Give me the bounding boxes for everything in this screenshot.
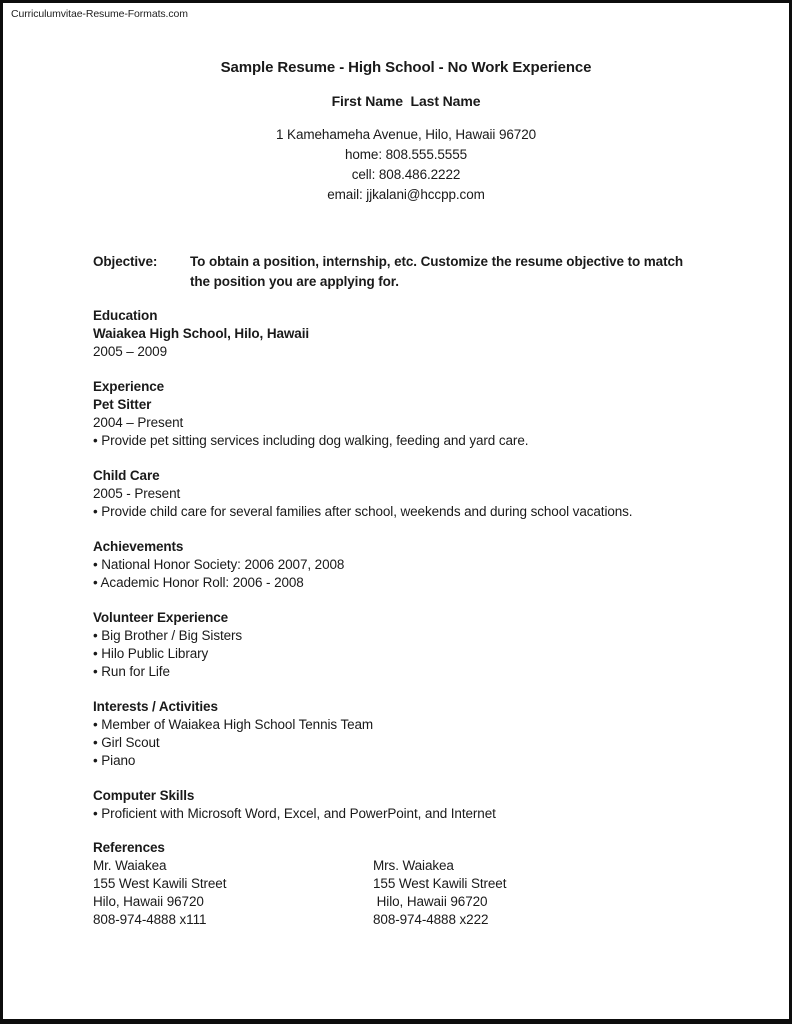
candidate-name: First Name Last Name <box>331 93 481 109</box>
references-columns <box>93 857 719 929</box>
bullet-line: • Run for Life <box>93 664 170 679</box>
contact-address: 1 Kamehameha Avenue, Hilo, Hawaii 96720 <box>275 127 537 142</box>
section-line: Waiakea High School, Hilo, Hawaii <box>93 326 309 341</box>
contact-email: email: jjkalani@hccpp.com <box>327 187 485 202</box>
section-heading: Volunteer Experience <box>93 610 229 625</box>
bullet-line: • Girl Scout <box>93 735 160 750</box>
section-heading: Experience <box>93 379 165 394</box>
contact-home-phone: home: 808.555.5555 <box>344 147 468 162</box>
resume-section <box>93 698 719 770</box>
reference-line: Hilo, Hawaii 96720 <box>373 894 488 909</box>
section-heading: Computer Skills <box>93 788 195 803</box>
resume-section <box>93 307 719 361</box>
bullet-line: • National Honor Society: 2006 2007, 2008 <box>93 557 345 572</box>
bullet-line: • Academic Honor Roll: 2006 - 2008 <box>93 575 304 590</box>
objective-text: To obtain a position, internship, etc. Customize the resume objective to match the position you are applying for. <box>190 254 684 289</box>
resume-section <box>93 378 719 450</box>
page-content <box>3 3 789 929</box>
section-heading: Achievements <box>93 539 184 554</box>
resume-section <box>93 467 719 521</box>
objective-label: Objective: <box>93 254 158 269</box>
bullet-line: • Provide pet sitting services including dog walking, feeding and yard care. <box>93 433 529 448</box>
reference-line: 155 West Kawili Street <box>93 876 227 891</box>
objective-section <box>93 252 719 292</box>
page-title: Sample Resume - High School - No Work Experience <box>220 59 592 76</box>
section-line: 2005 – 2009 <box>93 344 167 359</box>
reference-column <box>93 857 373 929</box>
contact-block <box>93 125 719 205</box>
section-heading: Interests / Activities <box>93 699 218 714</box>
reference-line: 808-974-4888 x222 <box>373 912 489 927</box>
section-line: Pet Sitter <box>93 397 152 412</box>
reference-line: Mr. Waiakea <box>93 858 167 873</box>
section-line: 2004 – Present <box>93 415 184 430</box>
reference-line: 808-974-4888 x111 <box>93 912 207 927</box>
resume-section <box>93 787 719 823</box>
references-section <box>93 839 719 929</box>
watermark-label: Curriculumvitae-Resume-Formats.com <box>11 8 188 20</box>
reference-line: Hilo, Hawaii 96720 <box>93 894 204 909</box>
reference-line: 155 West Kawili Street <box>373 876 507 891</box>
bullet-line: • Big Brother / Big Sisters <box>93 628 243 643</box>
bullet-line: • Member of Waiakea High School Tennis Team <box>93 717 374 732</box>
bullet-line: • Piano <box>93 753 136 768</box>
contact-cell-phone: cell: 808.486.2222 <box>351 167 461 182</box>
bullet-line: • Hilo Public Library <box>93 646 209 661</box>
reference-line: Mrs. Waiakea <box>373 858 454 873</box>
bullet-line: • Provide child care for several families after school, weekends and during school vacations. <box>93 504 633 519</box>
resume-section <box>93 538 719 592</box>
section-heading: Child Care <box>93 468 160 483</box>
resume-section <box>93 609 719 681</box>
section-line: 2005 - Present <box>93 486 181 501</box>
section-heading: References <box>93 840 165 855</box>
resume-sections <box>93 307 719 823</box>
bullet-line: • Proficient with Microsoft Word, Excel, and PowerPoint, and Internet <box>93 806 496 821</box>
section-heading: Education <box>93 308 158 323</box>
resume-header <box>93 3 719 205</box>
reference-column <box>373 857 506 929</box>
